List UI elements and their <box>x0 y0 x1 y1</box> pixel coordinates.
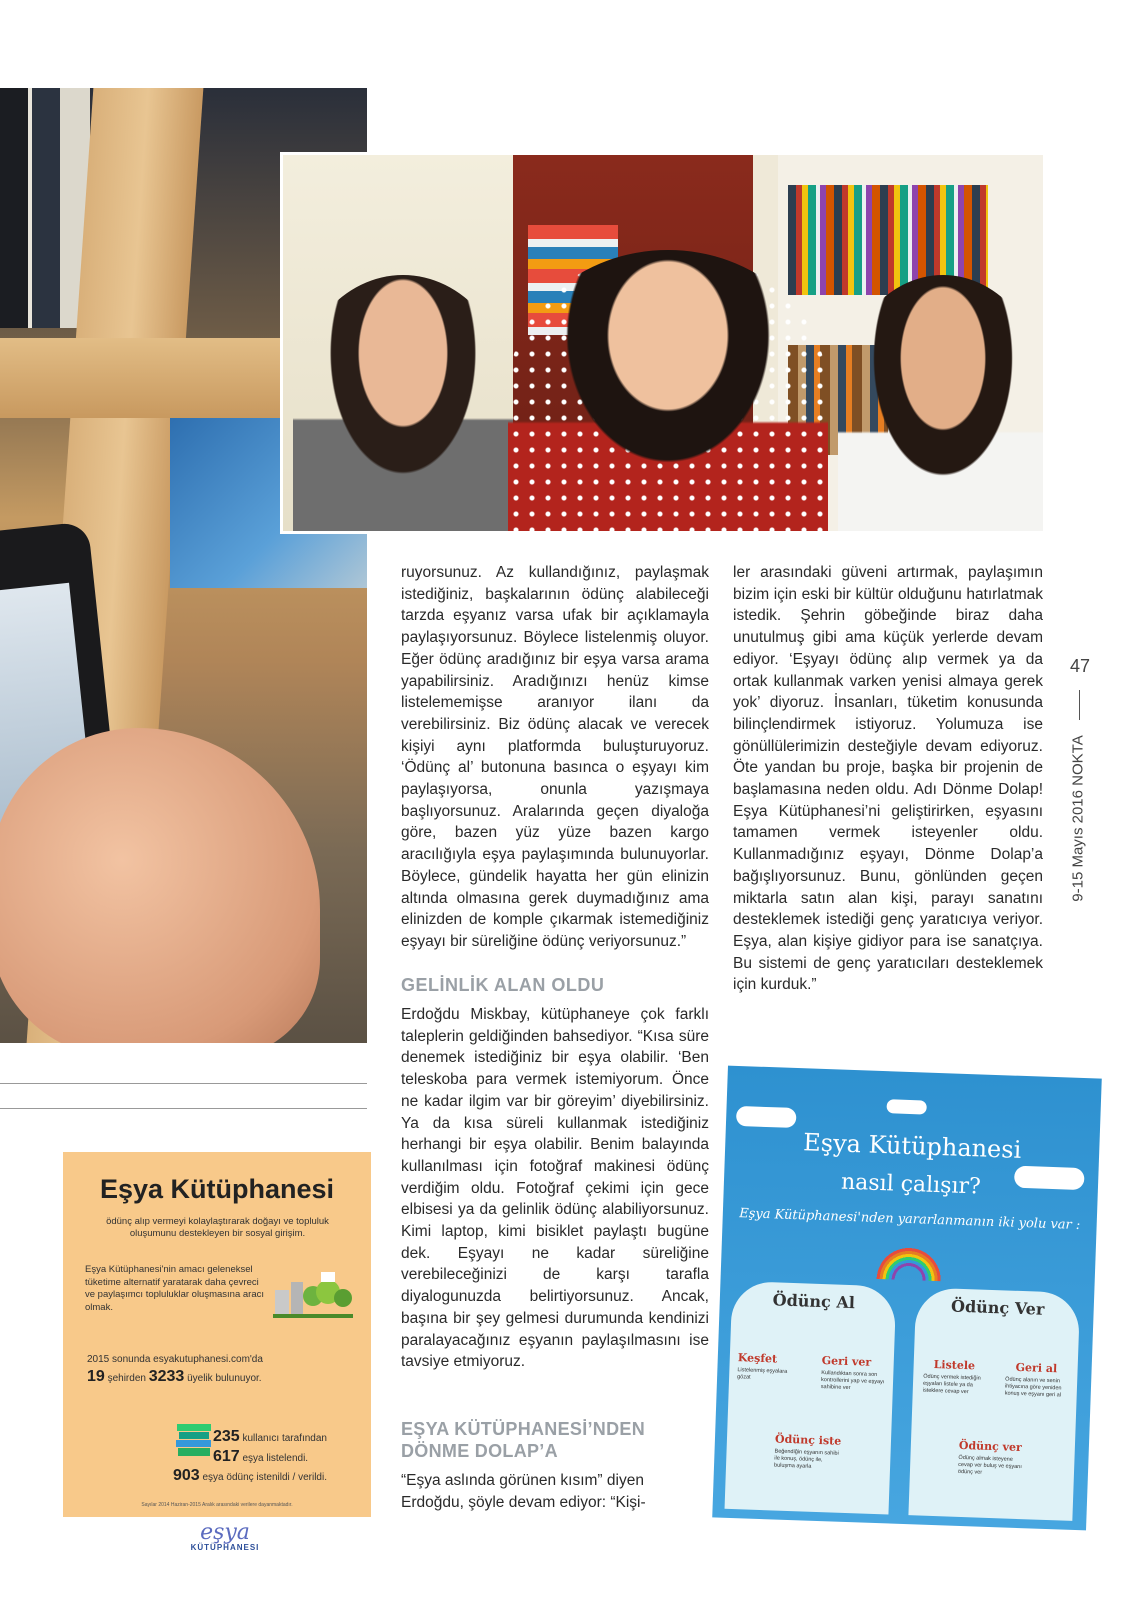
divider-line <box>0 1083 367 1084</box>
trees-city-icon <box>273 1270 353 1318</box>
three-women-photo <box>280 152 1046 534</box>
article-column-1-top: ruyorsunuz. Az kullandığınız, paylaşmak istediğiniz, başkalarının ödünç alabileceği tarzda eşyanız varsa ufak bir açıklamayla paylaşıyorsunuz. Böylece listelenmiş oluyor. Eğer ödünç aradığınız bir eşya varsa arama yapabilirsiniz. Aradığınızı henüz kimse listelememişse aranıyor ilanı da verebilirsiniz. Biz ödünç alacak ve verecek kişiyi aynı platformda buluşturuyoruz. ‘Ödünç al’ butonuna basınca o eşyayı kim paylaşıyorsa, onunla yazışmaya başlıyorsunuz. Aralarında geçen diyaloğa göre, bazen yüz yüze bazen kargo aracılığıyla eşya paylaşımında bulunuyorlar. Böylece, gündelik hayatta her gün elinizin altında olmasına gerek duymadığınız ama elinizden de komple çıkarmak istemediğiniz eşyayı bir süreliğine ödünç veriyorsunuz.” <box>401 564 709 950</box>
lend-heading: Ödünç Ver <box>950 1296 1045 1319</box>
esya-kutuphanesi-logo: eşya <box>200 1520 250 1545</box>
request-desc: Beğendiğin eşyanın sahibi ile konuş, ödünç ile, buluşma ayarla <box>773 1448 839 1470</box>
article-column-2: ler arasındaki güveni artırmak, paylaşımın bizim için eski bir kültür olduğunu hatırlatmak istedik. Şehrin göbeğinde biraz daha unutulmuş gibi ama küçük yerlerde devam ediyor. ‘Eşyayı ödünç alıp vermek ya da ortak kullanmak varken yenisi almaya gerek yok’ diyoruz. İnsanları, tüketim konusunda bilinçlendirmek istiyoruz. Yolumuza ise gönüllülerimizin desteğiyle devam ediyoruz. Öte yandan bu proje, başka bir projenin de başlamasına neden oldu. Adı Dönme Dolap! Eşya Kütüphanesi’ni geliştirirken, eşyasını tamamen vermek isteyenler oldu. Kullanmadığınız eşyayı, Dönme Dolap’a bağışlıyorsunuz. Bunu, gönlünden geçen miktarla satın alan kişi, parayı sanatını desteklemek istediği genç yaratıcıya veriyor. Eşya, alan kişiye gidiyor para ise sanatçıya. Bu sistemi de genç yaratıcıları desteklemek için kurduk.” <box>733 564 1043 994</box>
discover-label: Keşfet <box>737 1351 778 1366</box>
return-label: Geri ver <box>821 1354 872 1369</box>
info-card <box>63 1152 371 1517</box>
rainbow-icon <box>871 1241 948 1282</box>
stats-line: 19 şehirden 3233 üyelik bulunuyor. <box>87 1368 262 1385</box>
infographic-title: nasıl çalışır? <box>840 1169 982 1200</box>
lend-desc: Ödünç almak isteyene cevap ver buluş ve eşyanı ödünç ver <box>957 1454 1022 1476</box>
list-label: Listele <box>933 1357 976 1373</box>
borrow-heading: Ödünç Al <box>772 1290 856 1313</box>
esya-kutuphanesi-logo-text: KÜTÜPHANESI <box>190 1543 260 1552</box>
book-stack-icon <box>175 1422 213 1458</box>
section-heading: GELİNLİK ALAN OLDU <box>401 975 605 995</box>
infographic-subtitle: Eşya Kütüphanesi'nden yararlanmanın iki yolu var : <box>738 1206 1081 1233</box>
take-back-label: Geri al <box>1015 1360 1058 1376</box>
article-column-1-middle: Erdoğdu Miskbay, kütüphaneye çok farklı taleplerin geldiğinden bahsediyor. “Kısa süre denemek istediğiniz bir eşya olabilir. ‘Ben teleskoba para vermek istemiyorum. Önce ne kadar ilgim var bir göreyim’ diyebilirsiniz. Ya da kısa süreli kullanmak istediğiniz herhangi bir eşya olabilir. Benim balayında kullanılması için fotoğraf makinesi ödünç verdiğim oldu. Fotoğraf çekimi için gece elbisesi ya da gelinlik ödünç alabiliyorsunuz. Kimi laptop, kimi bisiklet paylaştı bugüne dek. Eşyayı ne kadar süreliğine verebileceğinizi de karşı tarafla diyalogunuzda belirtiyorsunuz. Ancak, başına bir şey gelmesi durumunda kendinizi paralayacağınız eşyanın paylaşılmasını ise tavsiye etmiyoruz. <box>401 1006 709 1371</box>
return-desc: Kullandıktan sonra son kontrollerini yap ve eşyayı sahibine ver <box>820 1370 885 1392</box>
info-card-purpose: Eşya Kütüphanesi'nin amacı geleneksel tüketime alternatif yaratarak daha çevreci ve paylaşımcı topluluklar oluşmasına aracı olmak. <box>85 1264 264 1313</box>
borrow-panel <box>725 1281 897 1515</box>
folio-divider <box>1079 690 1080 720</box>
list-desc: Ödünç vermek istediğin eşyaları listele ya da isteklere cevap ver <box>922 1373 981 1396</box>
divider-line <box>0 1108 367 1109</box>
how-it-works-infographic <box>712 1066 1102 1531</box>
section-heading: EŞYA KÜTÜPHANESİ’NDEN DÖNME DOLAP’A <box>401 1419 646 1461</box>
issue-date: 9-15 Mayıs 2016 NOKTA <box>1069 735 1087 902</box>
page-number: 47 <box>1069 656 1091 676</box>
infographic-title: Eşya Kütüphanesi <box>802 1128 1022 1164</box>
stats-line: 617 eşya listelendi. <box>213 1448 309 1465</box>
lend-panel <box>908 1287 1080 1521</box>
info-card-subtitle: ödünç alıp vermeyi kolaylaştırarak doğayı ve topluluk oluşumunu destekleyen bir sosyal girişim. <box>106 1216 329 1239</box>
lend-label: Ödünç ver <box>958 1438 1023 1455</box>
discover-desc: Listelenmiş eşyalara gözat <box>737 1367 788 1381</box>
stats-line: 903 eşya ödünç istenildi / verildi. <box>173 1467 327 1484</box>
article-column-1-end: “Eşya aslında görünen kısım” diyen Erdoğdu, şöyle devam ediyor: “Kişi- <box>401 1472 646 1511</box>
request-label: Ödünç iste <box>774 1432 842 1448</box>
stats-line: 235 kullanıcı tarafından <box>213 1428 327 1445</box>
take-back-desc: Ödünç alanın ve senin ihtiyacına göre yeniden konuş ve eşyanı geri al <box>1004 1376 1062 1399</box>
stats-line: 2015 sonunda esyakutuphanesi.com'da <box>87 1354 263 1365</box>
info-card-title: Eşya Kütüphanesi <box>99 1174 335 1204</box>
info-card-footnote: Sayılar 2014 Haziran-2015 Aralık arasındaki verilere dayanmaktadır. <box>141 1502 293 1508</box>
